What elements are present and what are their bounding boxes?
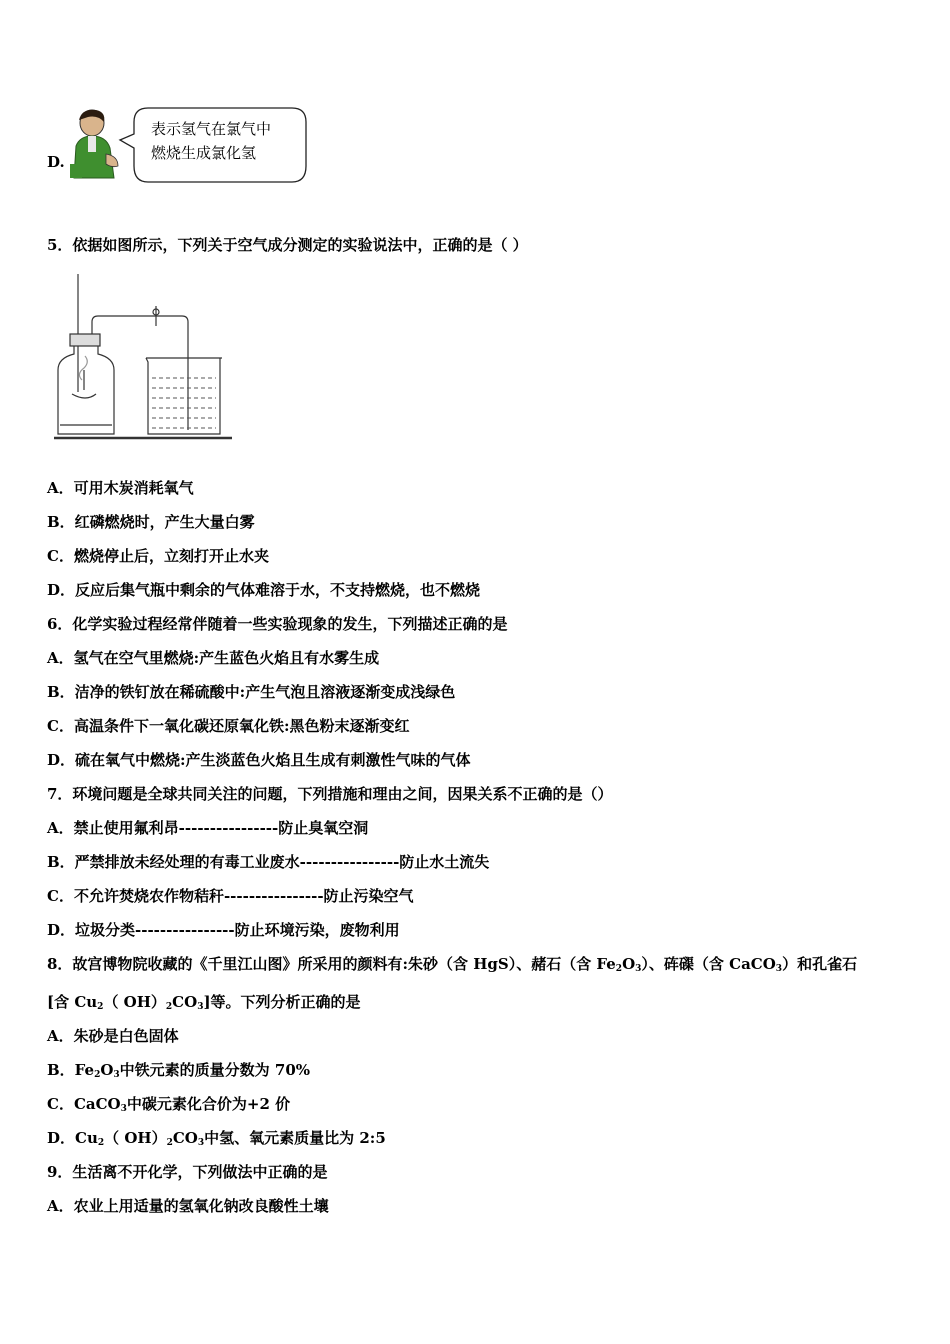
q5-option-b: B．红磷燃烧时，产生大量白雾 <box>47 513 255 531</box>
q4-option-d-label: D. <box>47 153 65 171</box>
q6-option-c: C．高温条件下一氧化碳还原氧化铁:黑色粉末逐渐变红 <box>47 717 410 735</box>
q7-option-c: C．不允许焚烧农作物秸秆----------------防止污染空气 <box>47 887 414 905</box>
q6-option-b: B．洁净的铁钉放在稀硫酸中:产生气泡且溶液逐渐变成浅绿色 <box>47 683 456 701</box>
q7-option-d: D．垃圾分类----------------防止环境污染，废物利用 <box>47 921 400 939</box>
q9-option-a: A．农业上用适量的氢氧化钠改良酸性土壤 <box>47 1197 329 1215</box>
q6-option-d: D．硫在氧气中燃烧:产生淡蓝色火焰且生成有刺激性气味的气体 <box>47 751 471 769</box>
q6-stem: 6．化学实验过程经常伴随着一些实验现象的发生，下列描述正确的是 <box>47 615 508 633</box>
q7-option-b: B．严禁排放未经处理的有毒工业废水----------------防止水土流失 <box>47 853 490 871</box>
q8-option-b: B．$Fe_2O_3$中铁元素的质量分数为 70% <box>47 1061 311 1080</box>
q8-stem-line-1: 8．故宫博物院收藏的《千里江山图》所采用的颜料有:朱砂（含 HgS）、赭石（含 $Fe_2O_3$）、砗磲（含 CaCO$_3$）和孔雀石 <box>47 955 858 974</box>
q7-stem: 7．环境问题是全球共同关注的问题，下列措施和理由之间，因果关系不正确的是（） <box>47 785 613 803</box>
q8-option-d: D．$Cu_2$（ $OH)_2CO_3$中氢、氧元素质量比为 2:5 <box>47 1129 386 1148</box>
q8-option-a: A．朱砂是白色固体 <box>47 1027 179 1045</box>
q6-option-a: A．氢气在空气里燃烧:产生蓝色火焰且有水雾生成 <box>47 649 380 667</box>
q7-option-a: A．禁止使用氟利昂----------------防止臭氧空洞 <box>47 819 369 837</box>
bubble-line-2: 燃烧生成氯化氢 <box>151 144 257 162</box>
q8-option-c: C．CaCO$_3$中碳元素化合价为+2 价 <box>47 1095 291 1114</box>
q5-option-c: C．燃烧停止后，立刻打开止水夹 <box>47 547 269 565</box>
q5-option-a: A．可用木炭消耗氧气 <box>47 479 194 497</box>
air-composition-apparatus-diagram <box>52 270 237 445</box>
bubble-line-1: 表示氢气在氯气中 <box>151 120 272 138</box>
q5-stem: 5．依据如图所示，下列关于空气成分测定的实验说法中，正确的是（ ） <box>47 236 528 254</box>
q8-stem-line-2: [含 $Cu_2$（ $OH)_2CO_3$]等。下列分析正确的是 <box>47 993 361 1012</box>
q5-option-d: D．反应后集气瓶中剩余的气体难溶于水，不支持燃烧，也不燃烧 <box>47 581 481 599</box>
q9-stem: 9．生活离不开化学，下列做法中正确的是 <box>47 1163 328 1181</box>
